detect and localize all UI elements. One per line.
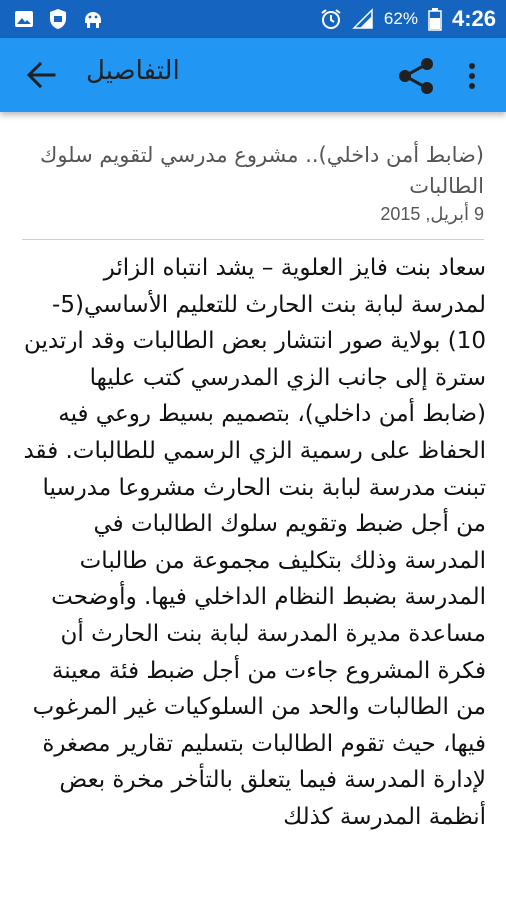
toolbar-title: التفاصيل: [86, 56, 180, 86]
shield-icon: [48, 8, 68, 30]
android-icon: [82, 9, 104, 29]
status-notifications: [14, 8, 104, 30]
header-divider: [22, 239, 484, 240]
clock: 4:26: [451, 6, 496, 31]
article-body: سعاد بنت فايز العلوية – يشد انتباه الزائر لمدرسة لبابة بنت الحارث للتعليم الأساسي(5-10) بولاية صور انتشار بعض الطالبات وقد ارتدين سترة إلى جانب الزي المدرسي كتب عليها (ضابط أمن داخلي)، بتصميم بسيط روعي فيه الحفاظ على رسمية الزي الرسمي للطالبات. فقد تبنت مدرسة لبابة بنت الحارث مشروعا مدرسيا من أجل ضبط وتقويم سلوك الطالبات في المدرسة وذلك بتكليف مجموعة من طالبات المدرسة بضبط النظام الداخلي فيها. وأوضحت مساعدة مديرة المدرسة لبابة بنت الحارث أن فكرة المشروع جاءت من أجل ضبط فئة معينة من الطالبات والحد من السلوكيات غير المرغوب فيها، حيث تقوم الطالبات بتسليم تقارير مصغرة لإدارة المدرسة فيما يتعلق بالتأخر مخرة بعض أنظمة المدرسة كذلك: [23, 255, 486, 830]
image-icon: [14, 9, 34, 29]
share-icon[interactable]: [396, 56, 436, 96]
status-bar: [0, 0, 506, 38]
article-date: 9 أبريل, 2015: [380, 204, 484, 224]
article-title: (ضابط أمن داخلي).. مشروع مدرسي لتقويم سلوك الطالبات: [40, 143, 484, 198]
status-system: [320, 6, 496, 32]
back-arrow-icon[interactable]: [24, 58, 58, 92]
more-vert-icon[interactable]: [460, 60, 484, 92]
app-toolbar: [0, 38, 506, 112]
signal-icon: [352, 8, 374, 30]
battery-icon: [428, 7, 442, 31]
alarm-icon: [320, 8, 342, 30]
article-header: [22, 140, 484, 225]
battery-percent: 62%: [383, 9, 418, 28]
